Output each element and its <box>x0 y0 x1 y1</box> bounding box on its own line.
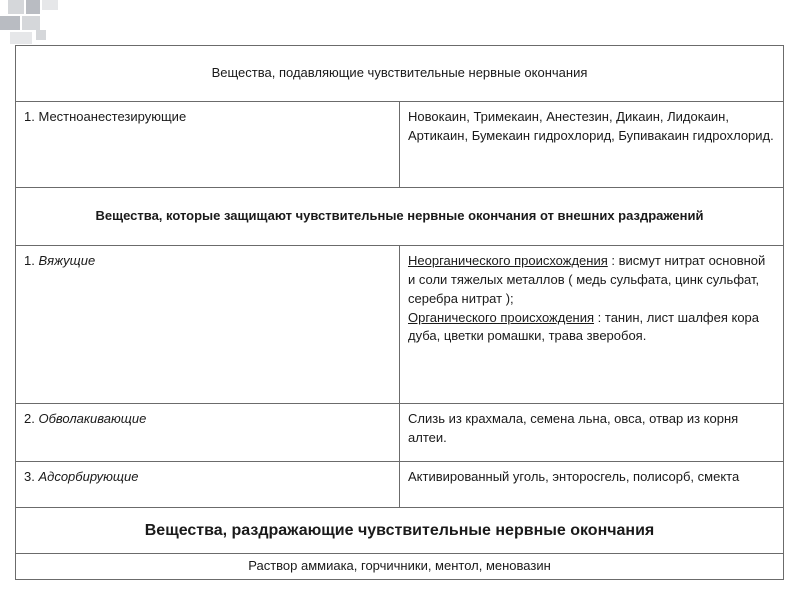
category-cell-adsorbing <box>16 462 400 508</box>
examples-cell-adsorbing: Активированный уголь, энторосгель, полисорб, смекта <box>400 462 784 508</box>
category-number: 1. <box>24 109 35 124</box>
inorganic-origin-label: Неорганического происхождения <box>408 253 608 268</box>
category-cell-astringent <box>16 246 400 404</box>
table-row <box>16 246 784 404</box>
table-row <box>16 554 784 580</box>
section3-examples: Раствор аммиака, горчичники, ментол, меновазин <box>16 554 784 580</box>
table-row <box>16 508 784 554</box>
inorganic-origin-text: : висмут нитрат основной и соли тяжелых металлов ( медь сульфата, цинк сульфат, серебра нитрат ); <box>408 253 766 306</box>
table-row <box>16 404 784 462</box>
category-name: Вяжущие <box>38 253 96 268</box>
section3-header: Вещества, раздражающие чувствительные нервные окончания <box>16 508 784 554</box>
drug-classification-table <box>15 45 784 580</box>
section1-header: Вещества, подавляющие чувствительные нервные окончания <box>16 46 784 102</box>
examples-cell-local-anesthetic: Новокаин, Тримекаин, Анестезин, Дикаин, Лидокаин, Артикаин, Бумекаин гидрохлорид, Бупивакаин гидрохлорид. <box>400 102 784 188</box>
organic-origin-text: : танин, лист шалфея кора дуба, цветки ромашки, трава зверобоя. <box>408 309 760 344</box>
examples-cell-enveloping: Слизь из крахмала, семена льна, овса, отвар из корня алтеи. <box>400 404 784 462</box>
category-name: Адсорбирующие <box>38 469 139 484</box>
table-row <box>16 102 784 188</box>
category-number: 1. <box>24 253 35 268</box>
table-row <box>16 188 784 246</box>
examples-cell-astringent <box>400 246 784 404</box>
slide-corner-decoration <box>0 0 70 50</box>
category-number: 2. <box>24 411 35 426</box>
category-cell-enveloping <box>16 404 400 462</box>
category-name: Местноанестезирующие <box>38 109 187 124</box>
category-number: 3. <box>24 469 35 484</box>
organic-origin-label: Органического происхождения <box>408 309 595 325</box>
table-row <box>16 462 784 508</box>
category-cell-local-anesthetic <box>16 102 400 188</box>
table-row <box>16 46 784 102</box>
category-name: Обволакивающие <box>38 411 147 426</box>
section2-header: Вещества, которые защищают чувствительные нервные окончания от внешних раздражений <box>16 188 784 246</box>
